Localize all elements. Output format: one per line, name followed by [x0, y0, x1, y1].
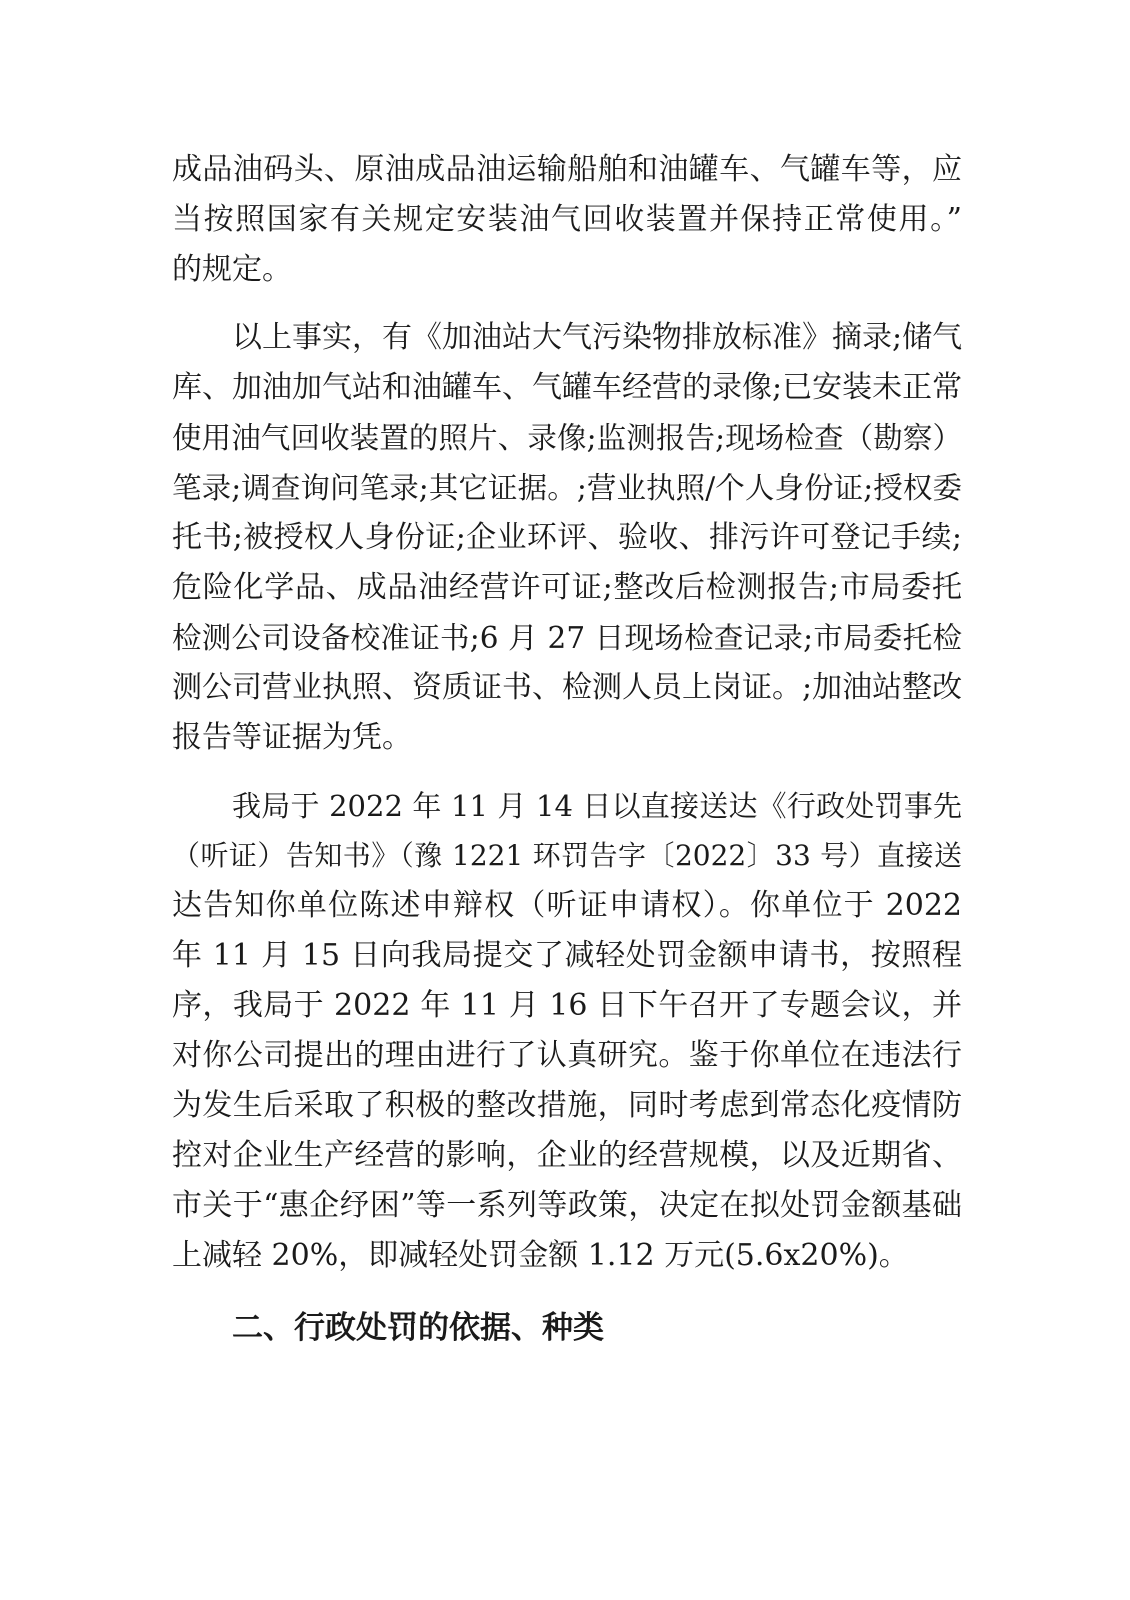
paragraph-line: 序，我局于 2022 年 11 月 16 日下午召开了专题会议，并 — [172, 988, 962, 1023]
paragraph-line: 库、加油加气站和油罐车、气罐车经营的录像;已安装未正常 — [172, 370, 963, 405]
paragraph-line: 上减轻 20%，即减轻处罚金额 1.12 万元(5.6x20%)。 — [172, 1238, 909, 1273]
paragraph-line: 市关于“惠企纾困”等一系列等政策，决定在拟处罚金额基础 — [172, 1188, 962, 1223]
paragraph-line: 危险化学品、成品油经营许可证;整改后检测报告;市局委托 — [172, 570, 962, 605]
paragraph-line: 成品油码头、原油成品油运输船舶和油罐车、气罐车等，应 — [172, 152, 962, 187]
paragraph-line: 笔录;调查询问笔录;其它证据。;营业执照/个人身份证;授权委 — [172, 471, 962, 505]
paragraph-line: 测公司营业执照、资质证书、检测人员上岗证。;加油站整改 — [172, 670, 963, 705]
paragraph-line: 我局于 2022 年 11 月 14 日以直接送达《行政处罚事先 — [232, 789, 962, 823]
paragraph-line: 托书;被授权人身份证;企业环评、验收、排污许可登记手续; — [172, 520, 962, 555]
paragraph-line: 对你公司提出的理由进行了认真研究。鉴于你单位在违法行 — [172, 1038, 962, 1073]
paragraph-line: 以上事实，有《加油站大气污染物排放标准》摘录;储气 — [232, 320, 963, 355]
paragraph-line: 达告知你单位陈述申辩权（听证申请权）。你单位于 2022 — [172, 888, 962, 923]
paragraph-line: 检测公司设备校准证书;6 月 27 日现场检查记录;市局委托检 — [172, 621, 962, 655]
paragraph-line: 当按照国家有关规定安装油气回收装置并保持正常使用。” — [172, 202, 962, 237]
paragraph-line: 报告等证据为凭。 — [172, 720, 412, 755]
section-heading: 二、行政处罚的依据、种类 — [232, 1310, 604, 1346]
paragraph-line: 为发生后采取了积极的整改措施，同时考虑到常态化疫情防 — [172, 1088, 962, 1123]
paragraph-line: （听证）告知书》（豫 1221 环罚告字〔2022〕33 号）直接送 — [172, 839, 962, 872]
paragraph-line: 的规定。 — [172, 252, 292, 287]
paragraph-line: 控对企业生产经营的影响，企业的经营规模，以及近期省、 — [172, 1138, 962, 1173]
paragraph-line: 年 11 月 15 日向我局提交了减轻处罚金额申请书，按照程 — [172, 938, 962, 973]
paragraph-line: 使用油气回收装置的照片、录像;监测报告;现场检查（勘察） — [172, 421, 962, 455]
